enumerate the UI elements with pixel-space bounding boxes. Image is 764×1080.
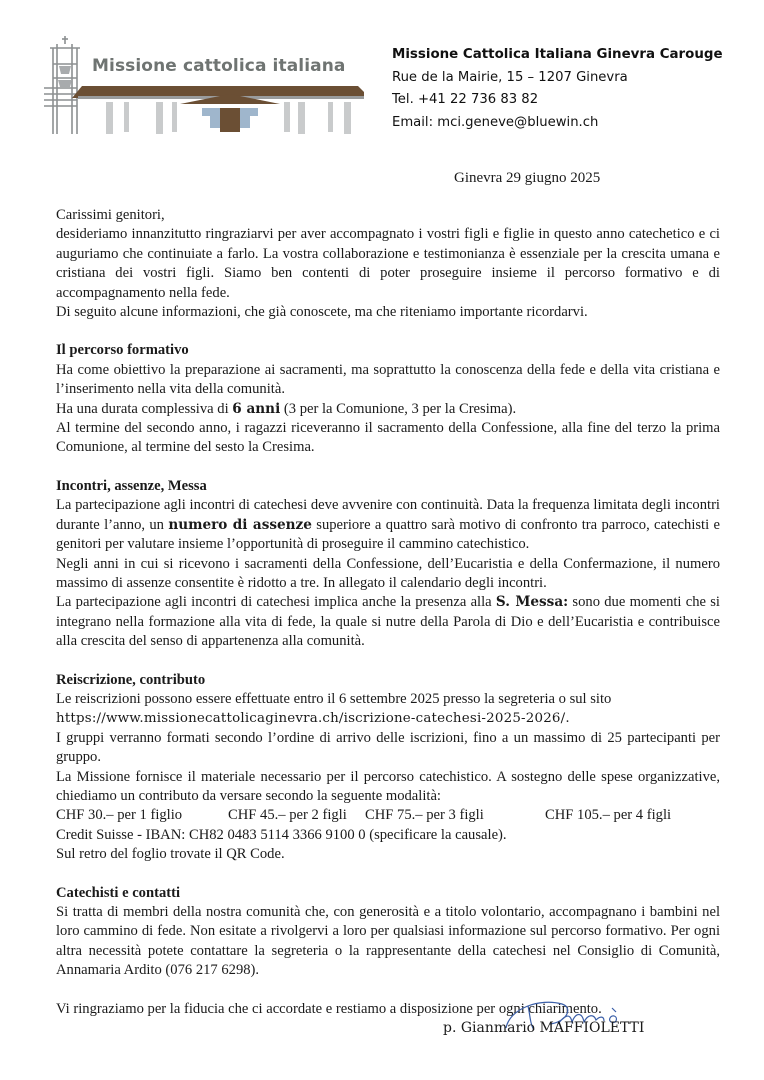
catechisti-paragraph: Si tratta di membri della nostra comunità che, con generosità e a titolo volontario, accompagnano i bambini nel loro cammino di fede. Non esitate a rivolgervi a loro per qualsiasi informazione sul percorso formativo. Per ogni altra necessità potete contattare la segreteria o la rappresentante della catechesi nel Consiglio di Comunità, Annamaria Ardito (076 217 6298). xyxy=(56,904,720,979)
email: Email: mci.geneve@bluewin.ch xyxy=(392,114,599,130)
section-title-reiscrizione: Reiscrizione, contributo xyxy=(56,671,206,688)
registration-link[interactable]: https://www.missionecattolicaginevra.ch/iscrizione-catechesi-2025-2026/. xyxy=(56,711,570,727)
fee-item: CHF 105.– per 4 figli xyxy=(545,807,672,824)
closing-paragraph: Vi ringraziamo per la fiducia che ci accordate e restiamo a disposizione per ogni chiarimento. xyxy=(56,1000,602,1017)
section-title-percorso: Il percorso formativo xyxy=(56,342,189,359)
organization-name: Missione Cattolica Italiana Ginevra Carouge xyxy=(392,47,723,62)
absences-highlight: numero di assenze xyxy=(168,516,312,533)
reiscrizione-paragraph-2: I gruppi verranno formati secondo l’ordine di arrivo delle iscrizioni, fino a un massimo di 25 partecipanti per gruppo. xyxy=(56,729,720,766)
fee-item: CHF 75.– per 3 figli xyxy=(365,807,484,824)
letter-body xyxy=(56,206,720,1019)
percorso-paragraph-2 xyxy=(56,400,720,419)
bank-details: Credit Suisse - IBAN: CH82 0483 5114 3366 9100 0 (specificare la causale). xyxy=(56,826,507,843)
letterhead-contact xyxy=(392,44,723,134)
fee-list xyxy=(56,806,720,825)
qr-note: Sul retro del foglio trovate il QR Code. xyxy=(56,846,285,863)
intro-closing: Di seguito alcune informazioni, che già conoscete, ma che riteniamo importante ricordarvi. xyxy=(56,304,588,321)
reiscrizione-paragraph-1: Le reiscrizioni possono essere effettuate entro il 6 settembre 2025 presso la segreteria o sul sito xyxy=(56,690,612,707)
reiscrizione-paragraph-3: La Missione fornisce il materiale necessario per il percorso catechistico. A sostegno delle spese organizzative, chiediamo un contributo da versare secondo la seguente modalità: xyxy=(56,768,720,804)
signatory-name: p. Gianmario MAFFIOLETTI xyxy=(443,1020,645,1036)
text: La partecipazione agli incontri di catechesi implica anche la presenza alla xyxy=(56,594,496,611)
section-title-catechisti: Catechisti e contatti xyxy=(56,884,181,901)
address: Rue de la Mairie, 15 – 1207 Ginevra xyxy=(392,69,628,85)
duration-highlight: 6 anni xyxy=(232,400,281,417)
mission-logo xyxy=(44,36,364,136)
incontri-paragraph-2: Negli anni in cui si ricevono i sacramenti della Confessione, dell’Eucaristia e della Confermazione, il numero massimo di assenze consentite è ridotto a tre. In allegato il calendario degli incontri. xyxy=(56,555,720,591)
section-title-incontri: Incontri, assenze, Messa xyxy=(56,477,207,494)
text: Ha una durata complessiva di xyxy=(56,400,233,417)
percorso-paragraph-3: Al termine del secondo anno, i ragazzi riceveranno il sacramento della Confessione, alla fine del terzo la prima Comunione, al termine del sesto la Cresima. xyxy=(56,420,720,456)
text: superiore a quattro sarà motivo di confronto tra parroco, catechisti e genitori per valutare insieme l’opportunità di proseguire il cammino catechistico. xyxy=(56,516,720,553)
text: sono due momenti che si integrano nella formazione alla vita di fede, la quale si nutre della Parola di Dio e dell’Eucaristia e contribuisce alla crescita del senso di appartenenza alla comunità. xyxy=(56,594,720,650)
letter-date: Ginevra 29 giugno 2025 xyxy=(454,170,601,186)
fee-item: CHF 45.– per 2 figli xyxy=(228,807,347,824)
text: (3 per la Comunione, 3 per la Cresima). xyxy=(280,400,517,417)
fee-item: CHF 30.– per 1 figlio xyxy=(56,807,183,824)
salutation: Carissimi genitori, xyxy=(56,207,165,223)
intro-paragraph: desideriamo innanzitutto ringraziarvi per aver accompagnato i vostri figli e figlie in questo anno catechetico e ci auguriamo che continuiate a farlo. La vostra collaborazione e testimonianza è essenziale per la crescita umana e cristiana dei vostri figli. Siamo ben contenti di poter proseguire insieme il percorso formativo e di accompagnamento nella fede. xyxy=(56,226,720,301)
text: La partecipazione agli incontri di catechesi deve avvenire con continuità. Data la frequenza limitata degli incontri durante l’anno, un xyxy=(56,497,720,533)
church-building-icon xyxy=(44,36,364,136)
incontri-paragraph-1 xyxy=(56,496,720,554)
logo-text: Missione cattolica italiana xyxy=(92,56,346,76)
phone: Tel. +41 22 736 83 82 xyxy=(392,92,539,107)
mass-highlight: S. Messa: xyxy=(495,594,569,611)
incontri-paragraph-3 xyxy=(56,593,720,651)
percorso-paragraph-1: Ha come obiettivo la preparazione ai sacramenti, ma soprattutto la conoscenza della fede e della vita cristiana e l’inserimento nella vita della comunità. xyxy=(56,361,720,398)
